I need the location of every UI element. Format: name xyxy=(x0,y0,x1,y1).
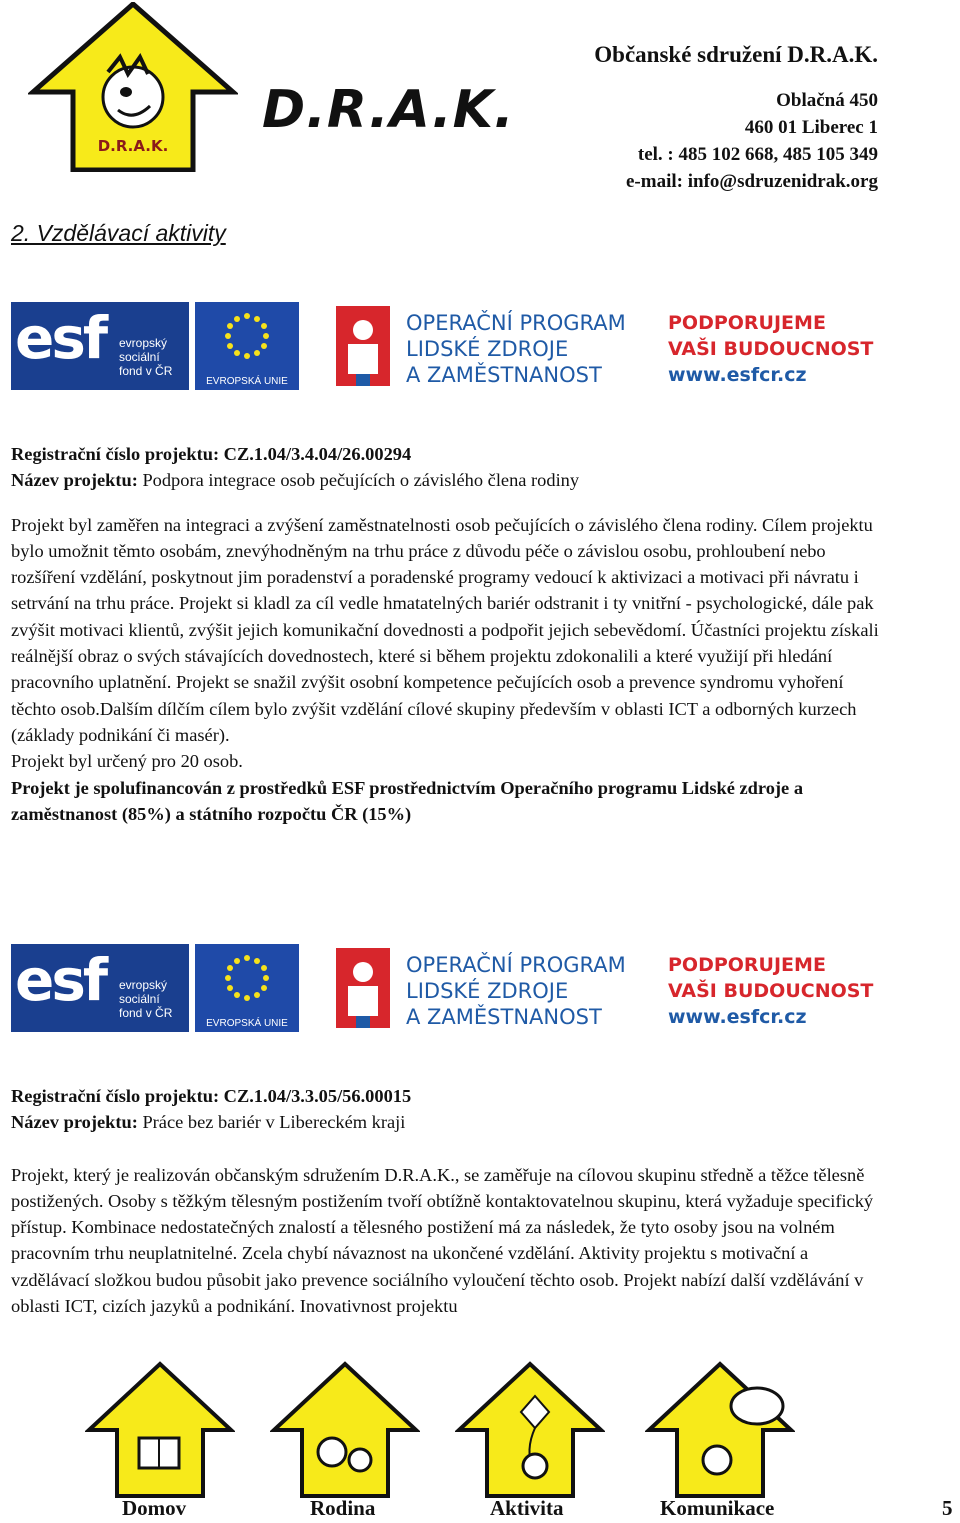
esf-banner-2 xyxy=(8,940,878,1040)
support-slogan: PODPORUJEME VAŠI BUDOUCNOST www.esfcr.cz xyxy=(668,312,874,386)
project1 xyxy=(11,441,951,827)
esf-logo: esf evropský sociální fond v ČR xyxy=(11,302,189,390)
page-number: 5 xyxy=(942,1496,953,1520)
phone: tel. : 485 102 668, 485 105 349 xyxy=(637,144,878,165)
support-slogan: PODPORUJEME VAŠI BUDOUCNOST www.esfcr.cz xyxy=(668,954,874,1028)
project1-body: Projekt byl zaměřen na integraci a zvýšení zaměstnatelnosti osob pečujících o závislého člena rodiny. Cílem projektu bylo umožnit těmto osobám, znevýhodněným na trhu práce z důvodu péče o závislou osobu, prohloubení nebo rozšíření vzdělání, poskytnout jim poradenství a poradenské programy vedoucí k aktivizaci a motivaci při návratu i setrvání na trhu práce. Projekt si kladl za cíl vedle hmatatelných bariér odstranit i ty vnitřní - psychologické, dále pak zvýšit motivaci klientů, zvýšit jejich komunikační dovednosti a podpořit jejich sebevědomí. Účastníci projektu získali reálnější obraz o svých stávajících dovednostech, které si během projektu zdokonalili a které využijí při hledání pracovního uplatnění. Projekt se snažil zvýšit osobní kompetence pečujících osob a prevence syndromu vyhoření těchto osob.Dalším dílčím cílem bylo zvýšit vzdělání cílové skupiny především v oblasti ICT a odborných kurzech (základy podnikání či masér). xyxy=(11,514,879,745)
header-logo xyxy=(28,2,238,172)
footer-link-aktivita[interactable]: Aktivita xyxy=(490,1496,564,1520)
puzzle-figure-icon xyxy=(334,944,394,1032)
project1-name: Název projektu: Podpora integrace osob pečujících o závislého člena rodiny xyxy=(11,470,580,491)
footer-house-rodina xyxy=(270,1360,420,1500)
footer-house-komunikace xyxy=(645,1360,795,1500)
esf-logo: esf evropský sociální fond v ČR xyxy=(11,944,189,1032)
footer-link-domov[interactable]: Domov xyxy=(122,1496,187,1520)
org-name: Občanské sdružení D.R.A.K. xyxy=(594,42,878,67)
op-logo: OPERAČNÍ PROGRAM LIDSKÉ ZDROJE A ZAMĚSTNANOST xyxy=(334,944,644,1032)
puzzle-figure-icon xyxy=(334,302,394,390)
project2-name: Název projektu: Práce bez bariér v Libereckém kraji xyxy=(11,1112,406,1133)
op-logo: OPERAČNÍ PROGRAM LIDSKÉ ZDROJE A ZAMĚSTNANOST xyxy=(334,302,644,390)
house-speech-icon xyxy=(645,1360,795,1500)
footer-link-rodina[interactable]: Rodina xyxy=(310,1496,376,1520)
email: e-mail: info@sdruzenidrak.org xyxy=(626,171,878,192)
section-title: 2. Vzdělávací aktivity xyxy=(11,220,226,246)
address-line2: 460 01 Liberec 1 xyxy=(744,117,878,138)
project1-count: Projekt byl určený pro 20 osob. xyxy=(11,751,243,772)
address-line1: Oblačná 450 xyxy=(776,90,878,111)
eu-stars-icon xyxy=(195,302,299,372)
eu-logo: EVROPSKÁ UNIE xyxy=(195,944,299,1032)
house-family-icon xyxy=(270,1360,420,1500)
org-address xyxy=(626,87,878,195)
project2 xyxy=(11,1083,951,1319)
project1-registration: Registrační číslo projektu: CZ.1.04/3.4.04/26.00294 xyxy=(11,444,412,464)
house-kite-icon xyxy=(455,1360,605,1500)
eu-logo: EVROPSKÁ UNIE xyxy=(195,302,299,390)
project1-funding: Projekt je spolufinancován z prostředků ESF prostřednictvím Operačního programu Lidské zdroje a zaměstnanost (85%) a státního rozpočtu ČR (15%) xyxy=(11,777,804,824)
brand-wordmark: D.R.A.K. xyxy=(262,80,515,140)
footer-house-domov xyxy=(85,1360,235,1500)
footer-nav xyxy=(0,1360,960,1523)
logo-label: D.R.A.K. xyxy=(97,137,169,155)
house-window-icon xyxy=(85,1360,235,1500)
project2-body: Projekt, který je realizován občanským sdružením D.R.A.K., se zaměřuje na cílovou skupinu středně a těžce tělesně postižených. Osoby s těžkým tělesným postižením tvoří obtížně kontaktovatelnou skupinu, která vyžaduje specifický přístup. Kombinace nedostatečných znalostí a tělesného postižení má za následek, že tyto osoby jsou na volném pracovním trhu neuplatnitelné. Zcela chybí návaznost na ukončené vzdělání. Aktivity projektu s motivační a vzdělávací složkou budou působit jako prevence sociálního vyloučení těchto osob. Projekt nabízí další vzdělávání v oblasti ICT, cizích jazyků a podnikání. Inovativnost projektu xyxy=(11,1164,874,1317)
project2-registration: Registrační číslo projektu: CZ.1.04/3.3.05/56.00015 xyxy=(11,1086,412,1106)
eu-stars-icon xyxy=(195,944,299,1014)
footer-link-komunikace[interactable]: Komunikace xyxy=(660,1496,775,1520)
esf-banner xyxy=(8,298,878,398)
footer-house-aktivita xyxy=(455,1360,605,1500)
